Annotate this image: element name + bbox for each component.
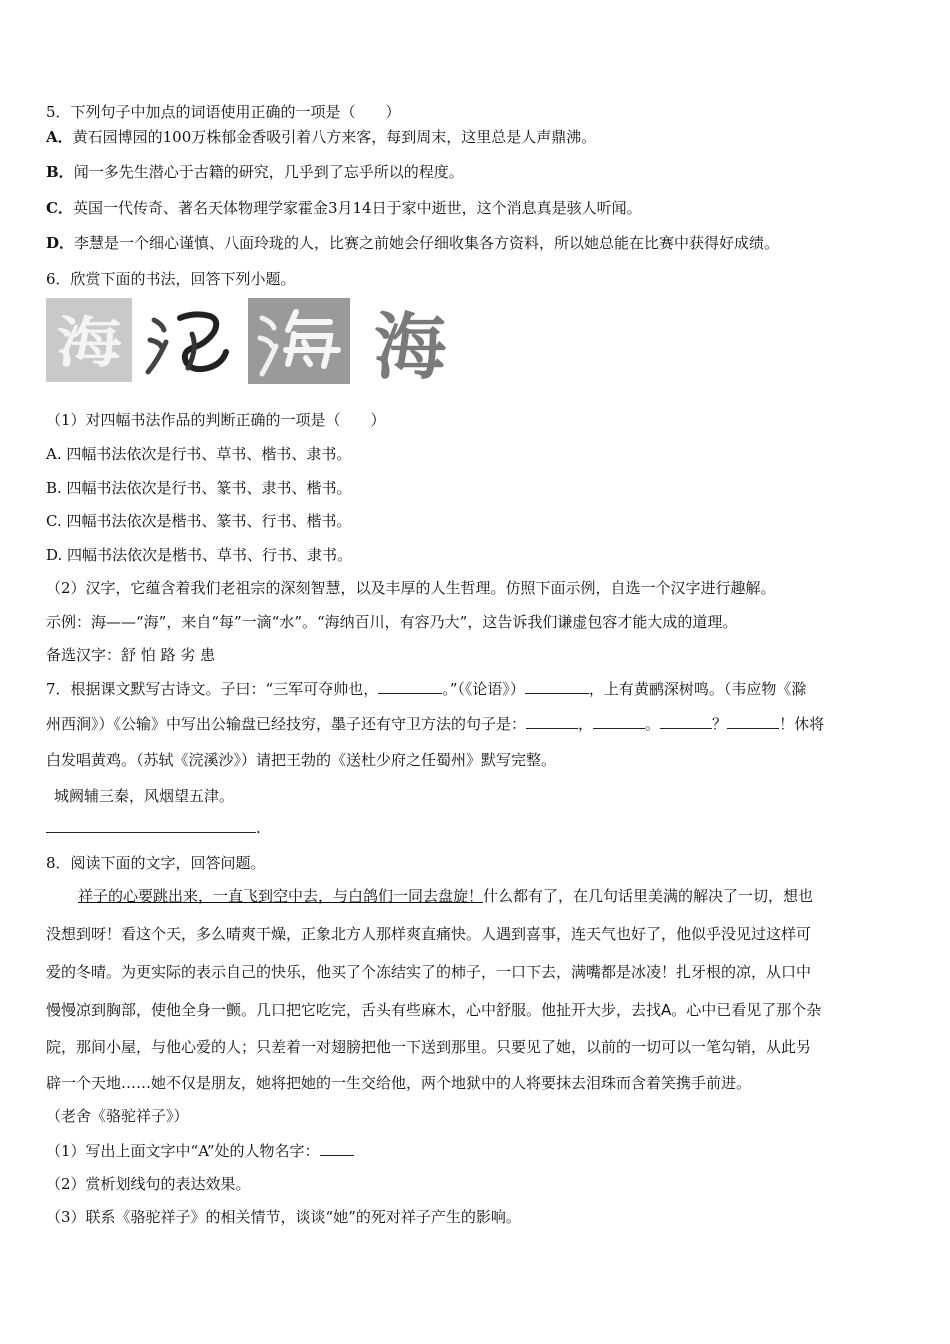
q6-stem: 6．欣赏下面的书法，回答下列小题。 [46,270,296,288]
q7-line-2 [46,714,824,734]
answer-blank[interactable] [526,714,578,729]
q7-text: 。”（《论语》） [442,680,525,698]
q6-option-a: A. 四幅书法依次是行书、草书、楷书、隶书。 [46,445,352,463]
answer-blank[interactable] [593,714,645,729]
underlined-sentence: 祥子的心要跳出来，一直飞到空中去，与白鸽们一同去盘旋！ [78,887,484,905]
q7-text: ， [578,715,594,733]
option-key: A． [46,128,73,146]
q6-option-b: B. 四幅书法依次是行书、篆书、隶书、楷书。 [46,479,352,497]
calligraphy-caoshu-image [140,298,232,382]
q5-option-d [46,233,779,253]
q6-option-c: C. 四幅书法依次是楷书、篆书、行书、楷书。 [46,512,352,530]
q8-source: （老舍《骆驼祥子》） [46,1107,189,1125]
q8-stem: 8．阅读下面的文字，回答问题。 [46,854,266,872]
q5-option-c [46,198,642,218]
q8-sub2: （2）赏析划线句的表达效果。 [46,1175,251,1193]
option-text: 英国一代传奇、著名天体物理学家霍金3月14日于家中逝世，这个消息真是骇人听闻。 [72,199,642,217]
q8-passage-line: 辟一个天地……她不仅是朋友，她将把她的一生交给他，两个地狱中的人将要抹去泪珠而含着笑携手前进。 [46,1074,752,1092]
q7-line-3: 白发唱黄鸡。（苏轼《浣溪沙》）请把王勃的《送杜少府之任蜀州》默写完整。 [46,751,557,769]
q6-option-d: D. 四幅书法依次是楷书、草书、行书、隶书。 [46,546,353,564]
answer-blank[interactable] [660,714,712,729]
q8-sub1-text: （1）写出上面文字中“A”处的人物名字： [46,1142,320,1160]
answer-blank[interactable] [727,714,779,729]
q7-text: ？ [712,715,728,733]
q7-line-1 [46,679,806,699]
q7-text: . [256,819,261,837]
q7-text: 。 [645,715,661,733]
q8-passage-line: 慢慢凉到胸部，使他全身一颤。几口把它吃完，舌头有些麻木，心中舒服。他扯开大步，去找A。心中已看见了那个杂 [46,1001,822,1019]
option-key: B． [46,163,74,181]
option-key: D． [46,234,75,252]
q7-text: ，上有黄鹂深树鸣。（韦应物《滁 [588,680,807,698]
q8-passage-line: 没想到呀！看这个天，多么晴爽干燥，正象北方人那样爽直痛快。人遇到喜事，连天气也好了，他似乎没见过这样可 [46,925,812,943]
q6-candidates: 备选汉字：舒 怕 路 劣 患 [46,646,216,664]
calligraphy-lishu-image [46,298,132,382]
q8-sub3: （3）联系《骆驼祥子》的相关情节，谈谈“她”的死对祥子产生的影响。 [46,1208,521,1226]
passage-text: 什么都有了，在几句话里美满的解决了一切，想也 [483,887,814,905]
q5-option-b [46,162,464,182]
calligraphy-xingshu-image [248,298,350,384]
q8-sub1 [46,1141,354,1161]
svg-text:海: 海 [56,311,122,375]
answer-blank[interactable] [46,818,256,833]
calligraphy-kaishu-image [364,306,456,384]
q8-passage-line: 爱的冬晴。为更实际的表示自己的快乐，他买了个冻结实了的柿子，一口下去，满嘴都是冰凌！扎牙根的凉，从口中 [46,963,812,981]
option-text: 李慧是一个细心谨慎、八面玲珑的人，比赛之前她会仔细收集各方资料，所以她总能在比赛中获得好成绩。 [74,234,780,252]
answer-blank[interactable] [378,679,442,694]
option-text: 闻一多先生潜心于古籍的研究，几乎到了忘乎所以的程度。 [73,163,464,181]
q5-option-a [46,127,596,147]
q7-text: 7．根据课文默写古诗文。子曰：“三军可夺帅也， [46,680,379,698]
q5-stem: 5．下列句子中加点的词语使用正确的一项是（ ） [46,103,401,121]
q7-poem-line: 城阙辅三秦，风烟望五津。 [54,787,235,805]
q8-passage-line: 院，那间小屋，与他心爱的人；只差着一对翅膀把他一下送到那里。只要见了她，以前的一切可以一笔勾销，从此另 [46,1038,812,1056]
answer-blank[interactable] [525,679,589,694]
option-key: C． [46,199,73,217]
answer-blank[interactable] [320,1141,354,1156]
q8-passage-line [78,886,813,906]
q7-text: ！休将 [779,715,825,733]
q7-text: 州西涧》）《公输》中写出公输盘已经技穷，墨子还有守卫方法的句子是： [46,715,527,733]
q7-answer-line [46,818,261,838]
q6-sub1: （1）对四幅书法作品的判断正确的一项是（ ） [46,411,386,429]
q6-sub2: （2）汉字，它蕴含着我们老祖宗的深刻智慧，以及丰厚的人生哲理。仿照下面示例，自选一个汉字进行趣解。 [46,579,776,597]
svg-text:海: 海 [373,306,447,384]
q6-example: 示例：海——“海”，来自“每”一滴“水”。“海纳百川，有容乃大”，这告诉我们谦虚包容才能大成的道理。 [46,613,738,631]
option-text: 黄石园博园的100万株郁金香吸引着八方来客，每到周末，这里总是人声鼎沸。 [72,128,597,146]
